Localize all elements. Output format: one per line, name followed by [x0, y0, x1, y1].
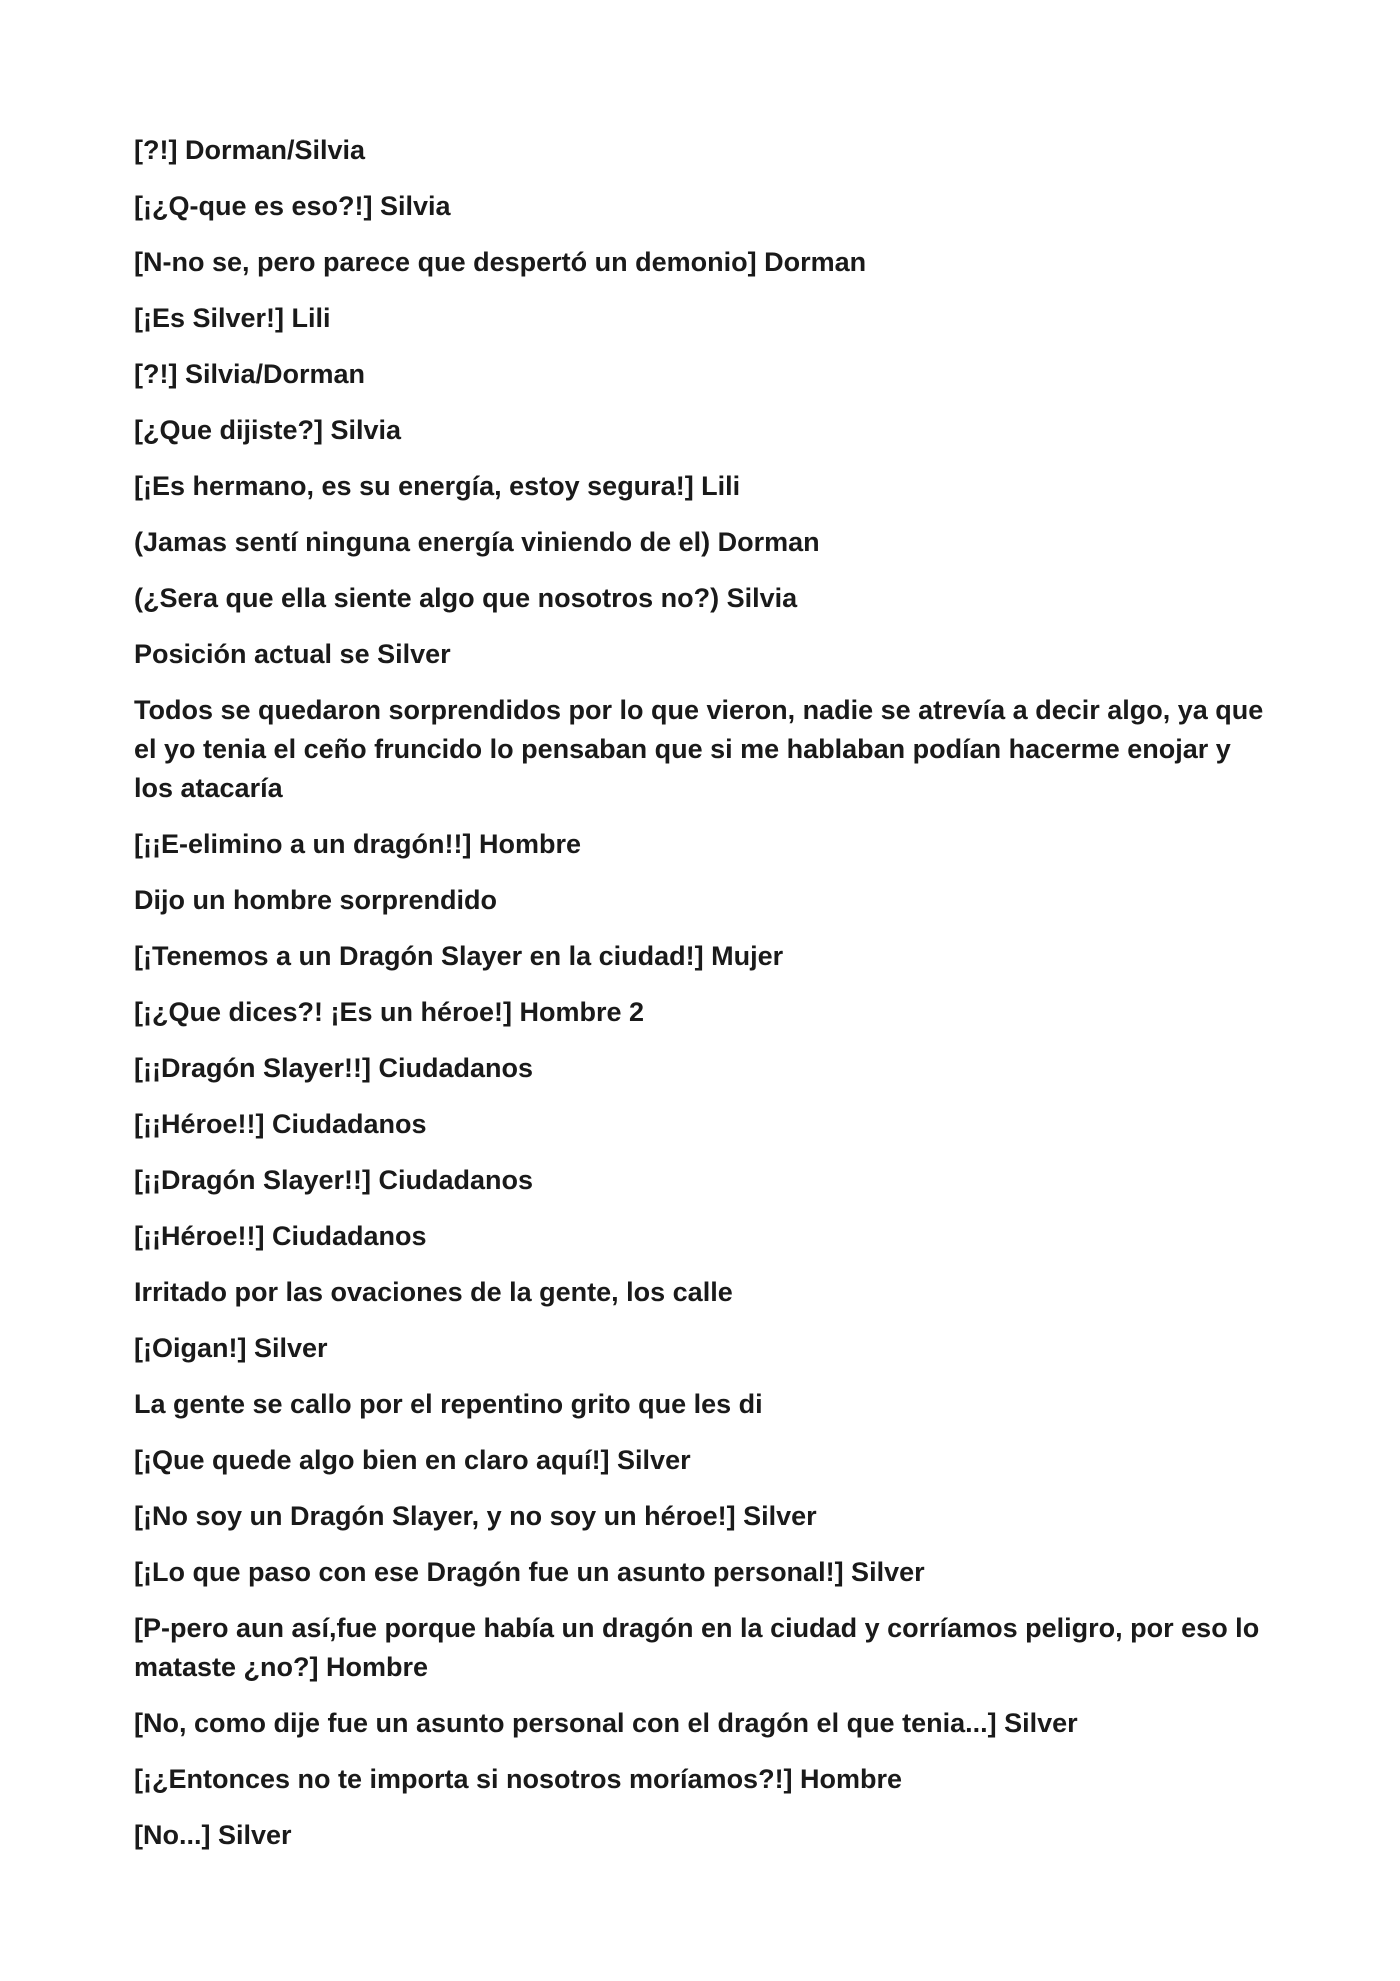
dialogue-line: [¡¡E-elimino a un dragón!!] Hombre: [134, 829, 581, 859]
dialogue-line: [No, como dije fue un asunto personal con el dragón el que tenia...] Silver: [134, 1708, 1078, 1738]
dialogue-line: [¡Lo que paso con ese Dragón fue un asunto personal!] Silver: [134, 1557, 925, 1587]
dialogue-line: [¡Tenemos a un Dragón Slayer en la ciudad!] Mujer: [134, 941, 784, 971]
narration-paragraph: Todos se quedaron sorprendidos por lo que vieron, nadie se atrevía a decir algo, ya que el yo tenia el ceño fruncido lo pensaban que si me hablaban podían hacerme enojar y los atacaría: [134, 695, 1264, 803]
narration-line: Dijo un hombre sorprendido: [134, 885, 497, 915]
dialogue-line: [?!] Dorman/Silvia: [134, 135, 366, 165]
narration-line: La gente se callo por el repentino grito que les di: [134, 1389, 763, 1419]
dialogue-line: [¡¡Héroe!!] Ciudadanos: [134, 1109, 427, 1139]
narration-line: Irritado por las ovaciones de la gente, los calle: [134, 1277, 733, 1307]
dialogue-line: [¡Es hermano, es su energía, estoy segura!] Lili: [134, 471, 741, 501]
thought-line: (¿Sera que ella siente algo que nosotros no?) Silvia: [134, 583, 798, 613]
dialogue-line: [¡¡Héroe!!] Ciudadanos: [134, 1221, 427, 1251]
dialogue-line: [¡¡Dragón Slayer!!] Ciudadanos: [134, 1165, 534, 1195]
scene-marker: Posición actual se Silver: [134, 639, 451, 669]
dialogue-line: [No...] Silver: [134, 1820, 292, 1850]
dialogue-line: [¡¿Entonces no te importa si nosotros moríamos?!] Hombre: [134, 1764, 903, 1794]
dialogue-line: [P-pero aun así,fue porque había un dragón en la ciudad y corríamos peligro, por eso lo mataste ¿no?] Hombre: [134, 1613, 1260, 1682]
dialogue-line: [¡¡Dragón Slayer!!] Ciudadanos: [134, 1053, 534, 1083]
dialogue-line: [¡¿Q-que es eso?!] Silvia: [134, 191, 451, 221]
dialogue-line: [?!] Silvia/Dorman: [134, 359, 366, 389]
dialogue-line: [¡Que quede algo bien en claro aquí!] Silver: [134, 1445, 691, 1475]
dialogue-line: [¡¿Que dices?! ¡Es un héroe!] Hombre 2: [134, 997, 645, 1027]
document-body: [134, 131, 1274, 1872]
dialogue-line: [N-no se, pero parece que despertó un demonio] Dorman: [134, 247, 867, 277]
dialogue-line: [¡Es Silver!] Lili: [134, 303, 331, 333]
dialogue-line: [¿Que dijiste?] Silvia: [134, 415, 402, 445]
thought-line: (Jamas sentí ninguna energía viniendo de el) Dorman: [134, 527, 820, 557]
dialogue-line: [¡Oigan!] Silver: [134, 1333, 328, 1363]
dialogue-line: [¡No soy un Dragón Slayer, y no soy un héroe!] Silver: [134, 1501, 817, 1531]
